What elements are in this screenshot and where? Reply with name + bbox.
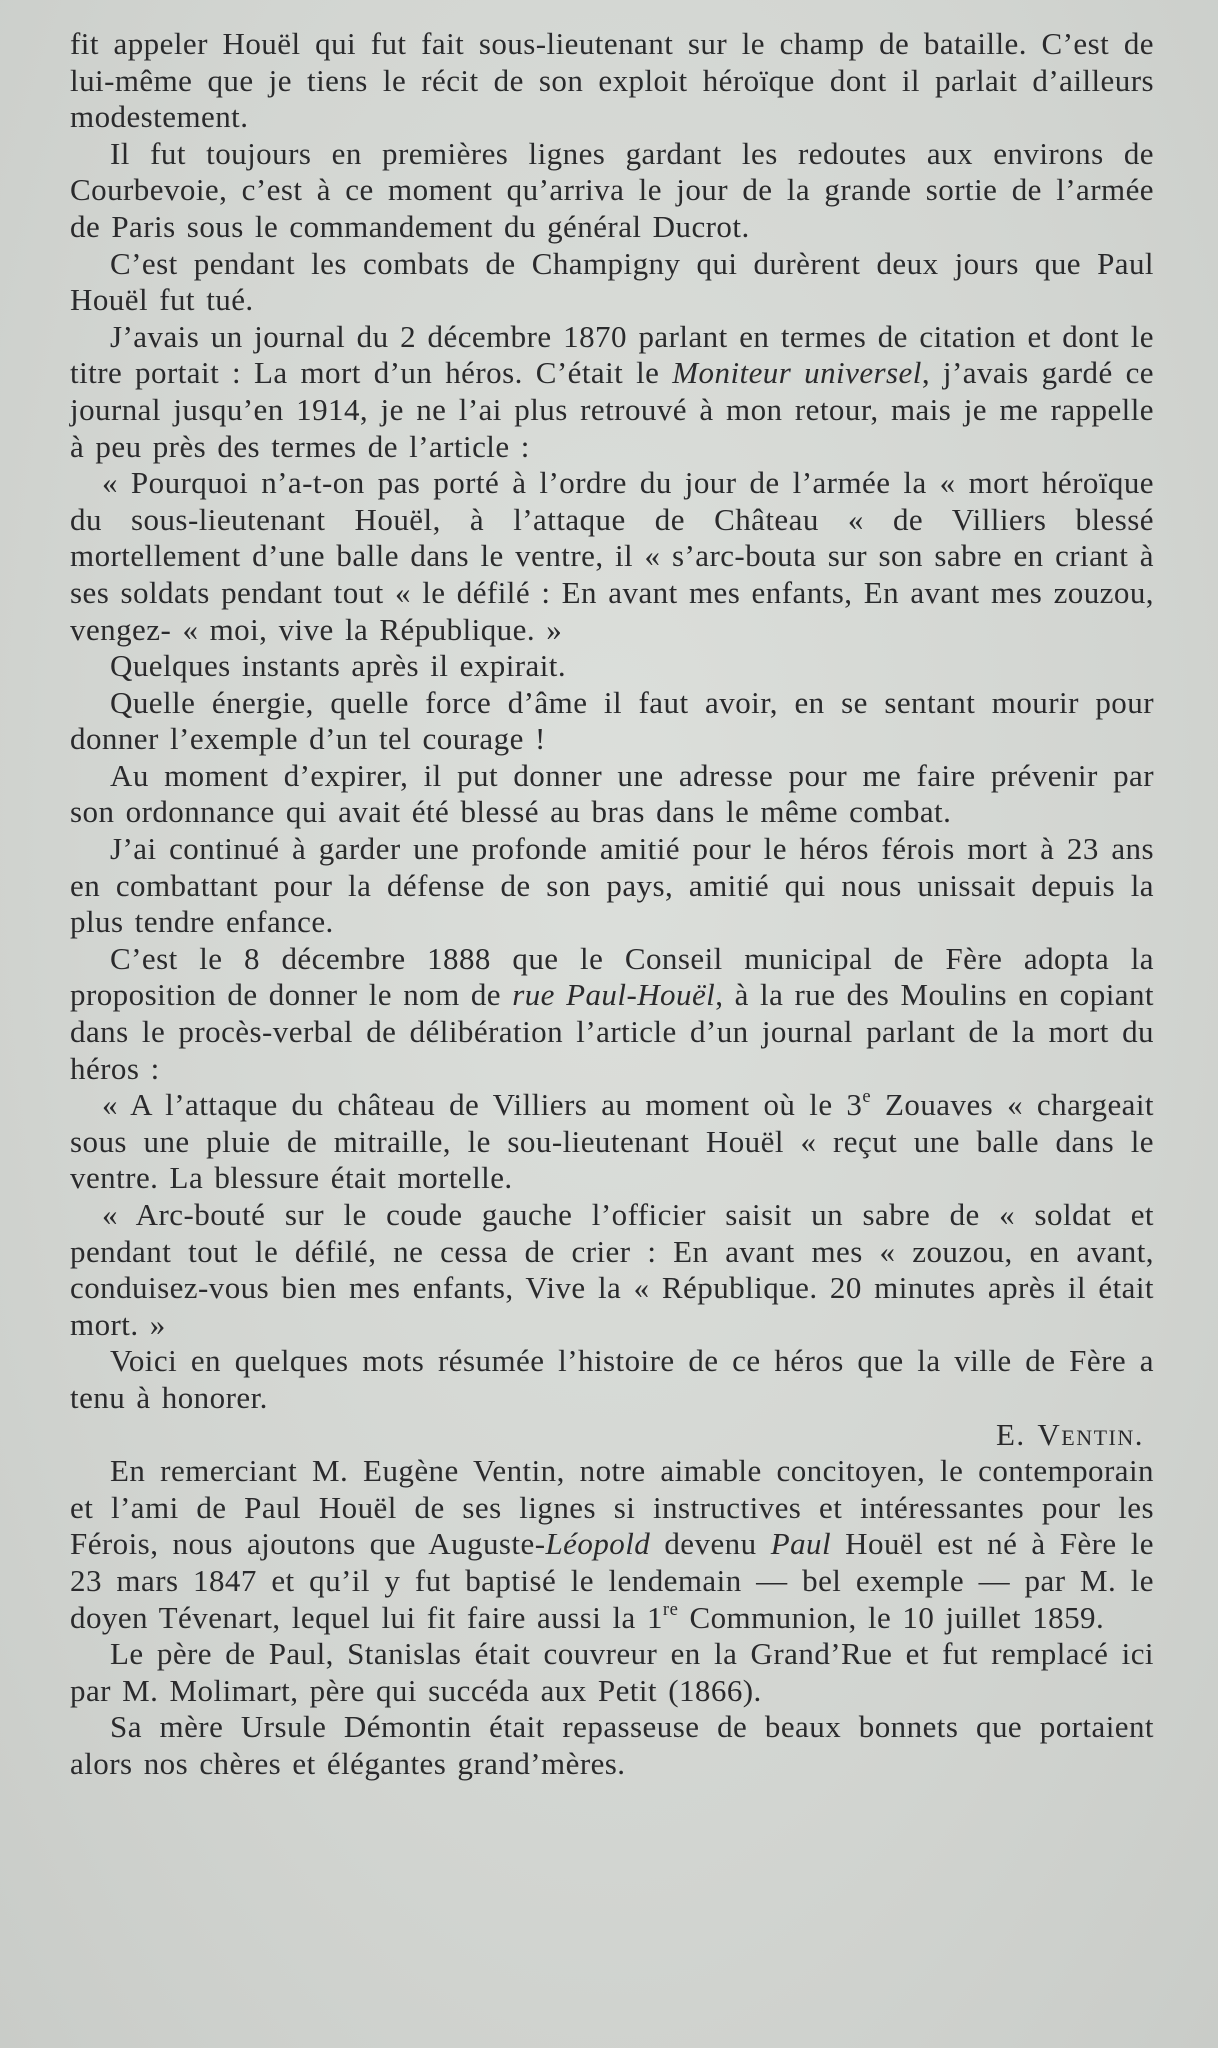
paragraph bbox=[70, 1453, 1154, 1636]
text-segment: Houël est né à Fère le 23 mars 1847 et qu’il y fut baptisé le lendemain — bel exemple — par M. le doyen Tévenart, lequel lui fit faire aussi la 1 bbox=[70, 1526, 1154, 1635]
text-segment: Voici en quelques mots résumée l’histoire de ce héros que la ville de Fère a tenu à honorer. bbox=[70, 1343, 1154, 1415]
italic-text: Léopold bbox=[545, 1526, 651, 1562]
paragraph bbox=[70, 831, 1154, 941]
text-segment: , j’avais gardé ce journal jusqu’en 1914, je ne l’ai plus retrouvé à mon retour, mais je me rappelle à peu près des termes de l’article : bbox=[70, 355, 1154, 464]
italic-text: rue Paul-Houël bbox=[512, 977, 716, 1013]
text-segment: E. Ventin. bbox=[996, 1416, 1144, 1452]
text-segment: Sa mère Ursule Démontin était repasseuse de beaux bonnets que portaient alors nos chères et élégantes grand’mères. bbox=[70, 1709, 1154, 1781]
text-segment: C’est pendant les combats de Champigny qui durèrent deux jours que Paul Houël fut tué. bbox=[70, 245, 1154, 318]
superscript-text: e bbox=[862, 1086, 872, 1108]
article-text bbox=[70, 26, 1154, 1783]
quoted-paragraph bbox=[70, 1087, 1154, 1197]
quoted-paragraph bbox=[70, 1197, 1154, 1343]
paragraph bbox=[70, 648, 1154, 685]
paragraph bbox=[70, 685, 1154, 758]
text-segment: devenu bbox=[650, 1526, 771, 1562]
text-segment: Au moment d’expirer, il put donner une adresse pour me faire prévenir par son ordonnance qui avait été blessé au bras dans le même combat. bbox=[70, 757, 1154, 830]
text-segment: Quelle énergie, quelle force d’âme il faut avoir, en se sentant mourir pour donner l’exemple d’un tel courage ! bbox=[70, 684, 1154, 757]
author-signature bbox=[70, 1417, 1154, 1454]
paragraph bbox=[70, 758, 1154, 831]
text-segment: « Pourquoi n’a-t-on pas porté à l’ordre du jour de l’armée la « mort héroïque du sous-lieutenant Houël, à l’attaque de Château « de Villiers blessé mortellement d’une balle dans le ventre, il « s’arc-bouta sur son sabre en criant à ses soldats pendant tout « le défilé : En avant mes enfants, En avant mes zouzou, vengez- « moi, vive la République. » bbox=[70, 465, 1154, 647]
text-segment: C’est le 8 décembre 1888 que le Conseil municipal de Fère adopta la proposition de donner le nom de bbox=[70, 940, 1154, 1013]
text-segment: Communion, le 10 juillet 1859. bbox=[678, 1599, 1105, 1635]
paragraph bbox=[70, 319, 1154, 465]
text-segment: En remerciant M. Eugène Ventin, notre aimable concitoyen, le contemporain et l’ami de Paul Houël de ses lignes si instructives et intéressantes pour les Férois, nous ajoutons que Auguste- bbox=[70, 1453, 1154, 1562]
italic-text: Moniteur universel bbox=[672, 355, 922, 391]
paragraph bbox=[70, 941, 1154, 1087]
text-segment: , à la rue des Moulins en copiant dans le procès-verbal de délibération l’article d’un journal parlant de la mort du héros : bbox=[70, 977, 1154, 1086]
text-segment: Il fut toujours en premières lignes gardant les redoutes aux environs de Courbevoie, c’est à ce moment qu’arriva le jour de la grande sortie de l’armée de Paris sous le commandement du général Ducrot. bbox=[70, 135, 1154, 244]
text-segment: « A l’attaque du château de Villiers au moment où le 3 bbox=[102, 1087, 863, 1123]
paragraph bbox=[70, 1709, 1154, 1782]
text-segment: « Arc-bouté sur le coude gauche l’officier saisit un sabre de « soldat et pendant tout le défilé, ne cessa de crier : En avant mes « zouzou, en avant, conduisez-vous bien mes enfants, Vive la « République. 20 minutes après il était mort. » bbox=[70, 1197, 1154, 1342]
text-segment: J’ai continué à garder une profonde amitié pour le héros férois mort à 23 ans en combattant pour la défense de son pays, amitié qui nous unissait depuis la plus tendre enfance. bbox=[70, 831, 1154, 940]
paragraph bbox=[70, 1343, 1154, 1416]
text-segment: J’avais un journal du 2 décembre 1870 parlant en termes de citation et dont le titre portait : La mort d’un héros. C’était le bbox=[70, 318, 1154, 391]
superscript-text: re bbox=[662, 1598, 679, 1620]
paragraph bbox=[70, 26, 1154, 136]
text-segment: fit appeler Houël qui fut fait sous-lieutenant sur le champ de bataille. C’est de lui-même que je tiens le récit de son exploit héroïque dont il parlait d’ailleurs modestement. bbox=[70, 26, 1154, 135]
italic-text: Paul bbox=[770, 1526, 832, 1562]
paragraph bbox=[70, 136, 1154, 246]
paragraph bbox=[70, 1636, 1154, 1709]
text-segment: Le père de Paul, Stanislas était couvreur en la Grand’Rue et fut remplacé ici par M. Molimart, père qui succéda aux Petit (1866). bbox=[70, 1636, 1154, 1708]
text-segment: Zouaves « chargeait sous une pluie de mitraille, le sou-lieutenant Houël « reçut une balle dans le ventre. La blessure était mortelle. bbox=[70, 1087, 1154, 1196]
paragraph bbox=[70, 246, 1154, 319]
quoted-paragraph bbox=[70, 465, 1154, 648]
text-segment: Quelques instants après il expirait. bbox=[110, 648, 567, 684]
